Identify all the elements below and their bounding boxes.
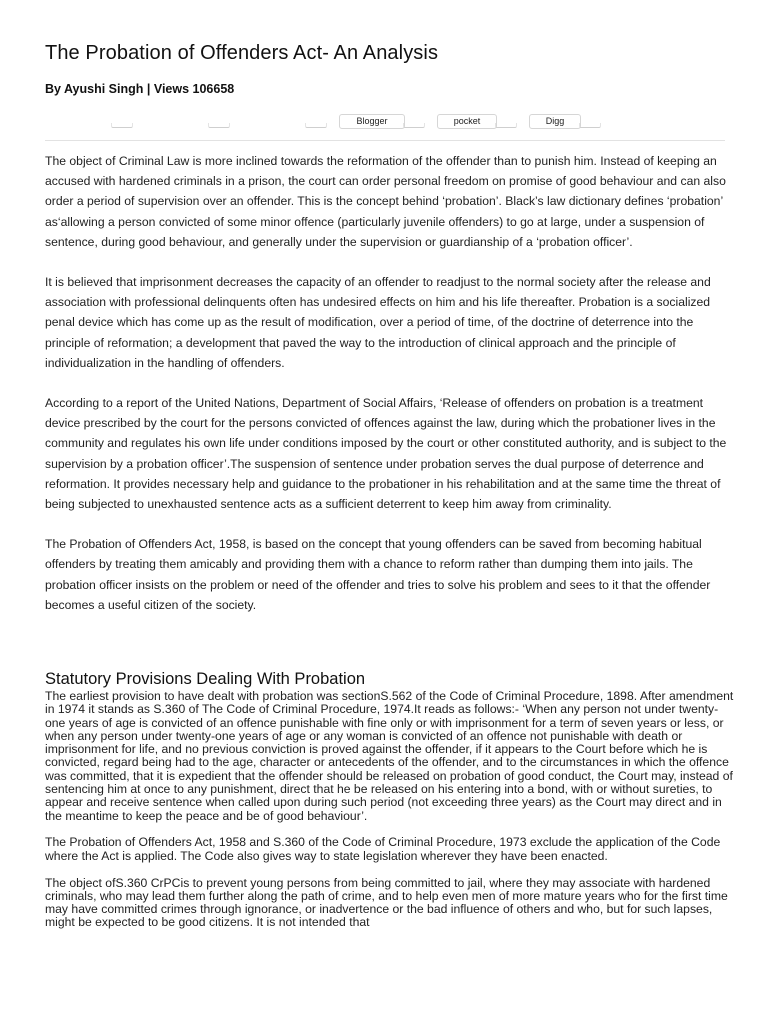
share-bar [45, 112, 725, 141]
paragraph: The object of Criminal Law is more inclined towards the reformation of the offender than to punish him. Instead of keeping an accused with hardened criminals in a prison, the court can order personal freedom on promise of good behaviour and can also order a period of supervision over an offender. This is the concept behind ‘probation’. Black’s law dictionary defines ‘probation’ as‘allowing a person convicted of some minor offence (particularly juvenile offenders) to go at large, under a suspension of sentence, during good behaviour, and generally under the supervision or guardianship of a ‘probation officer’. [45, 154, 726, 249]
paragraph: The Probation of Offenders Act, 1958, is based on the concept that young offenders can be saved from becoming habitual offenders by treating them amicably and providing them with a chance to reform rather than dumping them into jails. The probation officer insists on the problem or need of the offender and tries to solve his problem and sees to it that the offender becomes a useful citizen of the society. [45, 537, 711, 612]
paragraph: According to a report of the United Nations, Department of Social Affairs, ‘Release of offenders on probation is a treatment device prescribed by the court for the persons convicted of offences against the law, during which the probationer lives in the community and regulates his own life under conditions imposed by the court or other constituted authority, and is subject to the supervision by a probation officer’.The suspension of sentence under probation serves the dual purpose of deterrence and reformation. It provides necessary help and guidance to the probationer in his rehabilitation and at the same time the threat of being subjected to unexhausted sentence acts as a sufficient deterrent to keep him away from criminality. [45, 396, 727, 512]
paragraph: The Probation of Offenders Act, 1958 and S.360 of the Code of Criminal Procedure, 1973 exclude the application of the Code where the Act is applied. The Code also gives way to state legislation wherever they have been enacted. [45, 835, 721, 863]
article-byline: By Ayushi Singh | Views 106658 [45, 82, 235, 96]
digg-share-count [579, 123, 601, 128]
blogger-share-count [403, 123, 425, 128]
pocket-share-count [495, 123, 517, 128]
share-button-2[interactable] [208, 123, 230, 128]
pocket-share-button[interactable]: pocket [437, 114, 497, 129]
digg-share-button[interactable]: Digg [529, 114, 581, 129]
paragraph: The earliest provision to have dealt with probation was sectionS.562 of the Code of Criminal Procedure, 1898. After amendment in 1974 it stands as S.360 of The Code of Criminal Procedure, 1974.It reads as follows:- ‘When any person not under twenty-one years of age is convicted of an offence punishable with fine only or with imprisonment for a term of seven years or less, or when any person under twenty-one years of age or any woman is convicted of an offence not punishable with death or imprisonment for life, and no previous conviction is proved against the offender, if it appears to the Court before which he is convicted, regard being had to the age, character or antecedents of the offender, and to the circumstances in which the offence was committed, that it is expedient that the offender should be released on probation of good conduct, the Court may, instead of sentencing him at once to any punishment, direct that he be released on his entering into a bond, with or without sureties, to appear and receive sentence when called upon during such period (not exceeding three years) as the Court may direct and in the meantime to keep the peace and be of good behaviour’. [45, 689, 734, 823]
paragraph: It is believed that imprisonment decreases the capacity of an offender to readjust to the normal society after the release and association with professional delinquents often has undesired effects on him and his life thereafter. Probation is a socialized penal device which has come up as the result of modification, over a period of time, of the doctrine of deterrence into the principle of reformation; a development that paved the way to the introduction of clinical approach and the principle of individualization in the handling of offenders. [45, 275, 711, 370]
intro-text [45, 151, 733, 635]
share-button-3[interactable] [305, 123, 327, 128]
share-button-1[interactable] [111, 123, 133, 128]
article-title: The Probation of Offenders Act- An Analysis [45, 42, 439, 64]
blogger-share-button[interactable]: Blogger [339, 114, 405, 129]
paragraph: The object ofS.360 CrPCis to prevent young persons from being committed to jail, where they may associate with hardened criminals, who may lead them further along the path of crime, and to help even men of more mature years who for the first time may have committed crimes through ignorance, or inadvertence or the bad influence of others and who, but for such lapses, might be expected to be good citizens. It is not intended that [45, 875, 728, 930]
section-text [45, 690, 735, 943]
section-heading: Statutory Provisions Dealing With Probation [45, 670, 366, 688]
